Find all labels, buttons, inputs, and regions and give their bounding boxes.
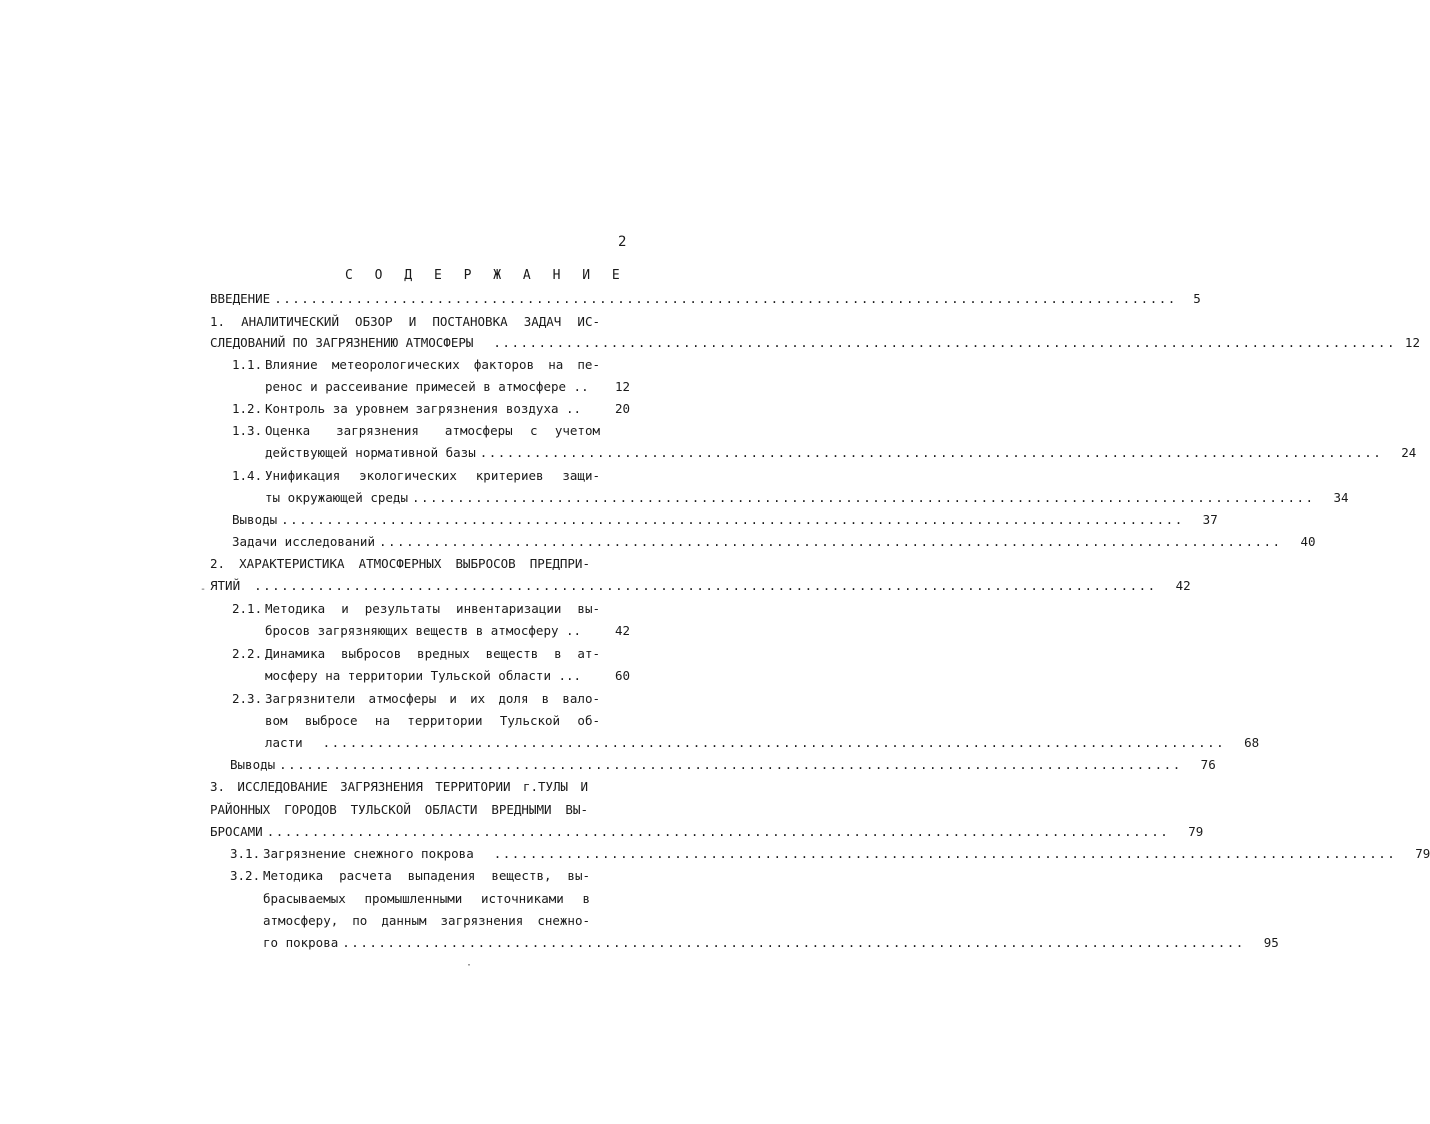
toc-entry-text: Контроль за уровнем загрязнения воздуха .. (265, 401, 582, 416)
toc-entry-text: го покрова (263, 935, 339, 950)
toc-entry-text: Влияние метеорологических факторов на пе- (265, 357, 600, 372)
toc-entry-text: Загрязнители атмосферы и их доля в вало- (265, 691, 600, 706)
toc-entry-1-1-line1 (232, 359, 600, 372)
toc-entry-1-2 (232, 403, 630, 416)
toc-entry-text: Выводы (232, 512, 278, 527)
toc-entry-number: 1.4. (232, 468, 263, 483)
toc-entry-conclusions-2 (230, 757, 1216, 772)
toc-entry-1-3-line1 (232, 425, 600, 438)
dot-leader (412, 492, 1315, 505)
toc-entry-page: 68 (1244, 735, 1260, 750)
dot-leader (254, 580, 1157, 593)
dot-leader (480, 447, 1383, 460)
toc-entry-number: 2.1. (232, 601, 263, 616)
toc-entry-chapter-2 (210, 578, 1191, 593)
dot-leader (274, 293, 1177, 306)
toc-entry-text: ренос и рассеивание примесей в атмосфере .. (265, 379, 589, 394)
toc-entry-text: Задачи исследований (232, 534, 375, 549)
toc-entry-number: 3.1. (230, 846, 261, 861)
toc-entry-number: 1.3. (232, 423, 263, 438)
toc-entry-text: Динамика выбросов вредных веществ в ат- (265, 646, 600, 661)
toc-entry-research-tasks (232, 534, 1316, 549)
toc-entry-page: 12 (614, 379, 630, 394)
toc-entry-text: ты окружающей среды (265, 490, 408, 505)
toc-entry-2-1-line1 (232, 603, 600, 616)
scan-speck: · (466, 960, 473, 971)
dot-leader (279, 759, 1182, 772)
toc-entry-text: мосферу на территории Тульской области ... (265, 668, 582, 683)
toc-entry-2-3 (265, 735, 1260, 750)
toc-entry-text: ВВЕДЕНИЕ (210, 291, 271, 306)
dot-leader (494, 848, 1397, 861)
toc-entry-number: 3.2. (230, 868, 261, 883)
dot-leader (379, 536, 1282, 549)
toc-entry-page: 79 (1415, 846, 1430, 861)
dot-leader (267, 826, 1170, 839)
toc-entry-chapter-1 (210, 335, 1420, 350)
toc-entry-chapter-3-line2: РАЙОННЫХ ГОРОДОВ ТУЛЬСКОЙ ОБЛАСТИ ВРЕДНЫМИ ВЫ- (210, 802, 588, 817)
dot-leader (342, 937, 1245, 950)
toc-entry-text: Методика расчета выпадения веществ, вы- (263, 868, 590, 883)
toc-entry-number: 1.1. (232, 357, 263, 372)
toc-entry-3-2-line1 (230, 870, 590, 883)
toc-entry-page: 12 (1404, 335, 1420, 350)
toc-entry-chapter-1-line1: 1. АНАЛИТИЧЕСКИЙ ОБЗОР И ПОСТАНОВКА ЗАДАЧ ИС- (210, 314, 600, 329)
toc-entry-text: действующей нормативной базы (265, 445, 476, 460)
toc-entry-1-1 (265, 381, 630, 394)
toc-entry-page: 5 (1193, 291, 1201, 306)
toc-entry-page: 76 (1200, 757, 1216, 772)
toc-entry-page: 37 (1202, 512, 1218, 527)
toc-entry-1-4-line1 (232, 470, 600, 483)
toc-entry-text: Унификация экологических критериев защи- (265, 468, 600, 483)
toc-entry-1-3 (265, 445, 1417, 460)
toc-entry-2-2 (265, 670, 630, 683)
toc-entry-3-2-line2: брасываемых промышленными источниками в (263, 891, 590, 906)
page-number: 2 (618, 234, 627, 250)
toc-entry-page: 95 (1263, 935, 1279, 950)
toc-entry-text: Методика и результаты инвентаризации вы- (265, 601, 600, 616)
toc-entry-text: БРОСАМИ (210, 824, 263, 839)
toc-entry-2-3-line1 (232, 693, 600, 706)
toc-entry-2-2-line1 (232, 648, 600, 661)
toc-entry-text: Загрязнение снежного покрова (263, 846, 474, 861)
dot-leader (493, 337, 1396, 350)
toc-entry-2-3-line2: вом выбросе на территории Тульской об- (265, 713, 600, 728)
toc-entry-text: СЛЕДОВАНИЙ ПО ЗАГРЯЗНЕНИЮ АТМОСФЕРЫ (210, 335, 474, 350)
toc-entry-page: 42 (614, 623, 630, 638)
toc-entry-page: 20 (614, 401, 630, 416)
toc-entry-2-1 (265, 625, 630, 638)
scan-speck: - (200, 584, 207, 595)
toc-entry-3-2-line3: атмосферу, по данным загрязнения снежно- (263, 913, 590, 928)
toc-entry-number: 2.2. (232, 646, 263, 661)
toc-entry-text: ласти (265, 735, 303, 750)
toc-entry-number: 1.2. (232, 401, 263, 416)
toc-entry-chapter-3-line1: 3. ИССЛЕДОВАНИЕ ЗАГРЯЗНЕНИЯ ТЕРРИТОРИИ г.ТУЛЫ И (210, 779, 588, 794)
toc-entry-page: 24 (1401, 445, 1417, 460)
toc-entry-3-1 (230, 846, 1430, 861)
dot-leader (323, 737, 1226, 750)
toc-entry-text: ЯТИЙ (210, 578, 241, 593)
toc-title: С О Д Е Р Ж А Н И Е (345, 268, 627, 283)
toc-entry-text: Оценка загрязнения атмосферы с учетом (265, 423, 600, 438)
toc-entry-page: 42 (1175, 578, 1191, 593)
toc-entry-text: бросов загрязняющих веществ в атмосферу .. (265, 623, 582, 638)
toc-entry-page: 34 (1333, 490, 1349, 505)
toc-entry-number: 2.3. (232, 691, 263, 706)
toc-entry-introduction (210, 291, 1201, 306)
toc-entry-page: 60 (614, 668, 630, 683)
toc-entry-page: 40 (1300, 534, 1316, 549)
toc-entry-chapter-3 (210, 824, 1204, 839)
toc-entry-page: 79 (1188, 824, 1204, 839)
dot-leader (281, 514, 1184, 527)
toc-entry-text: Выводы (230, 757, 276, 772)
toc-entry-1-4 (265, 490, 1349, 505)
toc-entry-chapter-2-line1: 2. ХАРАКТЕРИСТИКА АТМОСФЕРНЫХ ВЫБРОСОВ ПРЕДПРИ- (210, 556, 590, 571)
toc-entry-3-2 (263, 935, 1279, 950)
toc-entry-conclusions-1 (232, 512, 1218, 527)
